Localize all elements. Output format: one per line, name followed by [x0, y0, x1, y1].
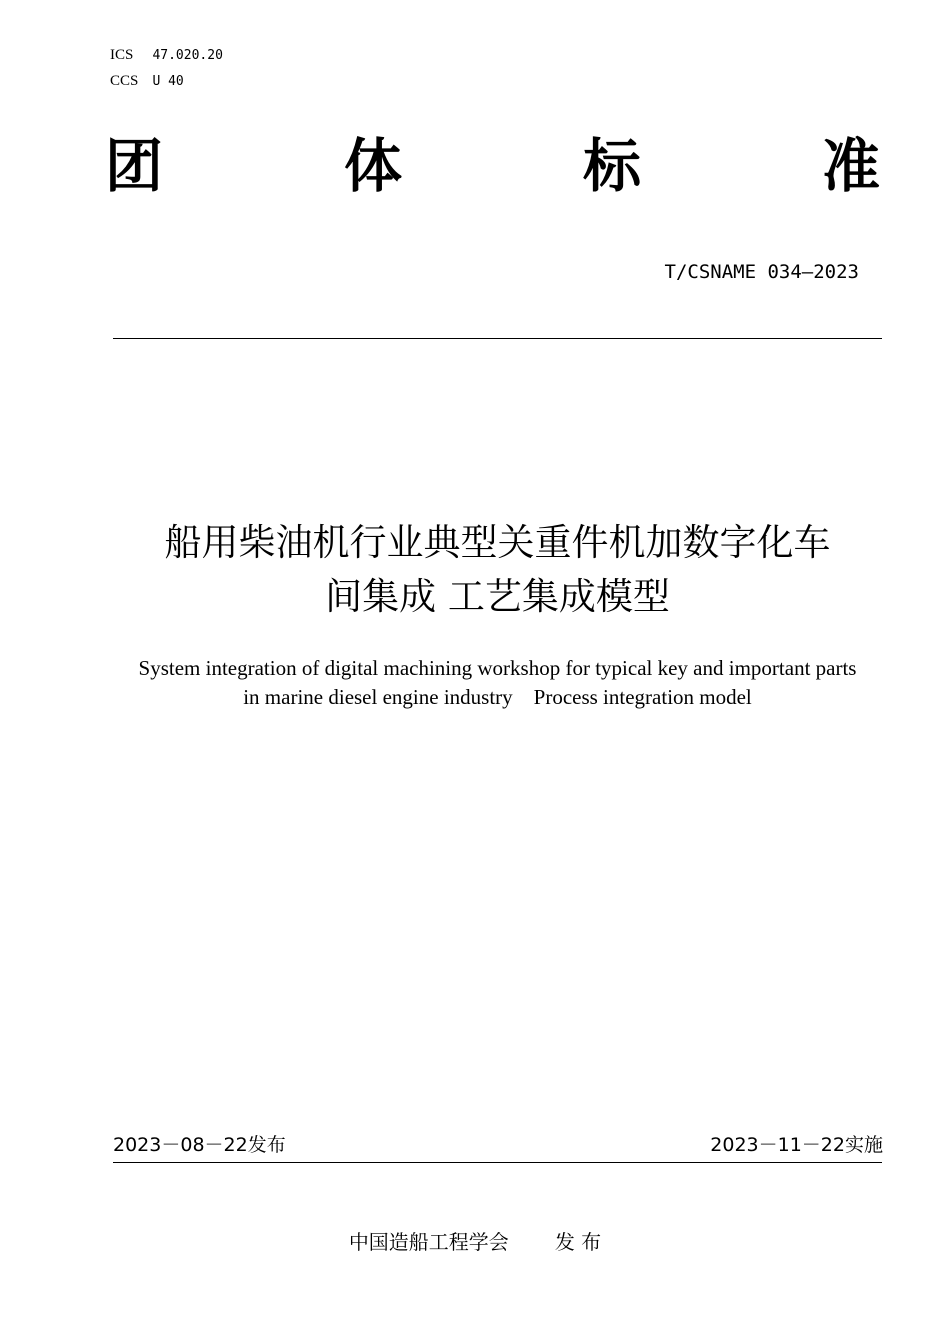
issue-label: 发布 [247, 1134, 286, 1156]
issue-date: 2023－08－22 [113, 1134, 248, 1156]
ccs-value: U 40 [152, 74, 184, 89]
implementation-date: 2023－11－22 [710, 1134, 845, 1156]
english-title-line-2: in marine diesel engine industry Process integration model [243, 685, 752, 709]
ccs-classification [110, 72, 184, 91]
issue-date-block [113, 1132, 286, 1158]
ccs-label: CCS [110, 73, 139, 89]
footer-divider [113, 1162, 882, 1163]
chinese-title-line-1: 船用柴油机行业典型关重件机加数字化车 [164, 521, 831, 564]
english-title-line-1: System integration of digital machining workshop for typical key and important parts [138, 656, 857, 680]
doc-type-char: 体 [343, 132, 402, 200]
ics-classification [110, 46, 223, 65]
implementation-label: 实施 [844, 1134, 883, 1156]
doc-type-char: 标 [582, 132, 641, 200]
publisher-line [0, 1228, 950, 1256]
chinese-title [100, 516, 895, 624]
ics-value: 47.020.20 [152, 48, 223, 63]
english-title [95, 654, 900, 712]
doc-type-char: 团 [105, 132, 164, 200]
publisher-action: 发 布 [554, 1230, 602, 1254]
standard-number: T/CSNAME 034—2023 [664, 261, 859, 283]
document-type-heading [105, 130, 880, 202]
publisher-name: 中国造船工程学会 [348, 1230, 509, 1254]
ics-label: ICS [110, 47, 134, 63]
doc-type-char: 准 [821, 132, 880, 200]
header-divider [113, 338, 882, 339]
implementation-date-block [710, 1132, 883, 1158]
chinese-title-line-2: 间集成 工艺集成模型 [325, 575, 670, 618]
